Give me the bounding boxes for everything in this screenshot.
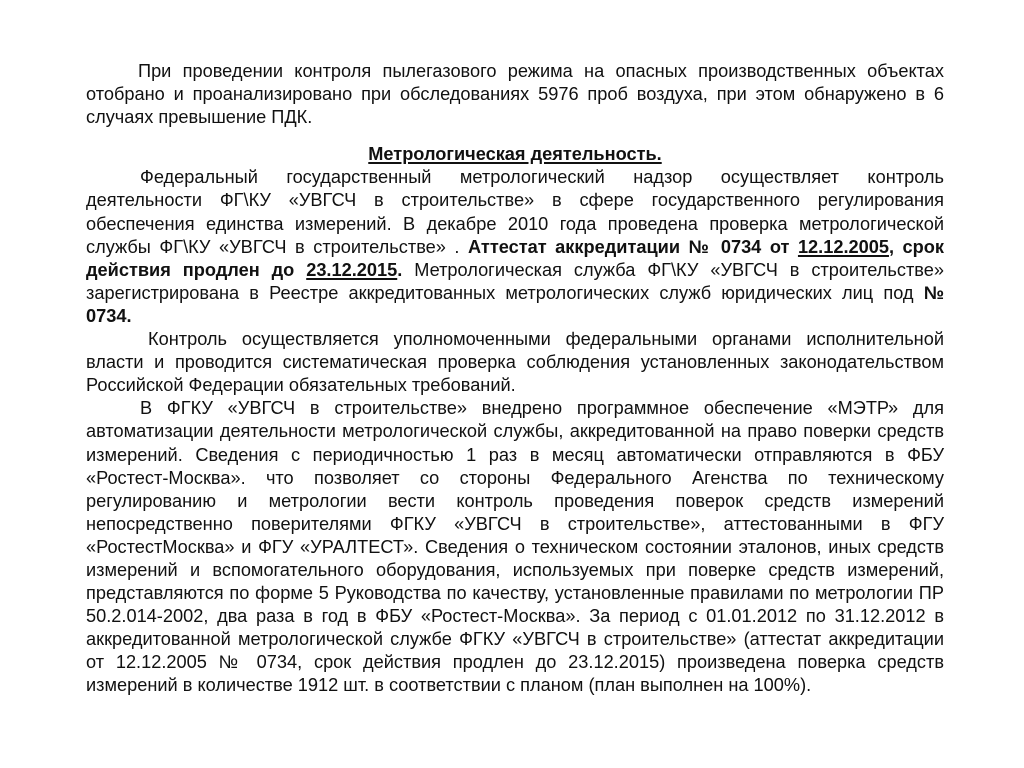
paragraph-control-authorities: Контроль осуществляется уполномоченными федеральными органами исполнительной власти и проводится систематическая проверка соблюдения установленных законодательством Российской Федерации обязательных требований. [86, 329, 944, 396]
validity-extended-text: , срок действия продлен до [86, 236, 944, 280]
paragraph-2-text-2: Метрологическая служба ФГ\КУ «УВГСЧ в строительстве» зарегистрирована в Реестре аккредитованных метрологических служб юридических лиц под [86, 259, 944, 303]
section-heading-metrology: Метрологическая деятельность. [368, 144, 662, 165]
paragraph-metrology-supervision [86, 166, 944, 328]
paragraph-metr-software: В ФГКУ «УВГСЧ в строительстве» внедрено программное обеспечение «МЭТР» для автоматизации деятельности метрологической службы, аккредитованной на право поверки средств измерений. Сведения с периодичностью 1 раз в месяц автоматически отправляются в ФБУ «Ростест-Москва». что позволяет со стороны Федерального Агенства по техническому регулированию и метрологии вести контроль проведения поверок средств измерений непосредственно поверителями ФГКУ «УВГСЧ в строительстве», аттестованными в ФГУ «РостестМосква» и ФГУ «УРАЛТЕСТ». Сведения о техническом состоянии эталонов, иных средств измерений и вспомогательного оборудования, используемых при поверке средств измерений, представляются по форме 5 Руководства по качеству, установленные правилами по метрологии ПР 50.2.014-2002, два раза в год в ФБУ «Ростест-Москва». За период с 01.01.2012 по 31.12.2012 в аккредитованной метрологической службе ФГКУ «УВГСЧ в строительстве» (аттестат аккредитации от 12.12.2005 № 0734, срок действия продлен до 23.12.2015) произведена поверка средств измерений в количестве 1912 шт. в соответствии с планом (план выполнен на 100%). [86, 398, 944, 696]
accreditation-certificate-text: Аттестат аккредитации № 0734 от [468, 236, 798, 257]
validity-end-date: 23.12.2015 [306, 259, 398, 280]
accreditation-period: . [397, 259, 403, 280]
registry-number: № 0734. [86, 282, 944, 326]
document-page [86, 60, 944, 698]
paragraph-2-text-1: Федеральный государственный метрологический надзор осуществляет контроль деятельности ФГ\КУ «УВГСЧ в строительстве» в сфере государственного регулирования обеспечения единства измерений. В декабре 2010 года проведена проверка метрологической службы ФГ\КУ «УВГСЧ в строительстве» . [86, 167, 944, 257]
paragraph-dust-gas-control: При проведении контроля пылегазового режима на опасных производственных объектах отобрано и проанализировано при обследованиях 5976 проб воздуха, при этом обнаружено в 6 случаях превышение ПДК. [86, 61, 944, 128]
accreditation-date: 12.12.2005 [797, 236, 889, 257]
